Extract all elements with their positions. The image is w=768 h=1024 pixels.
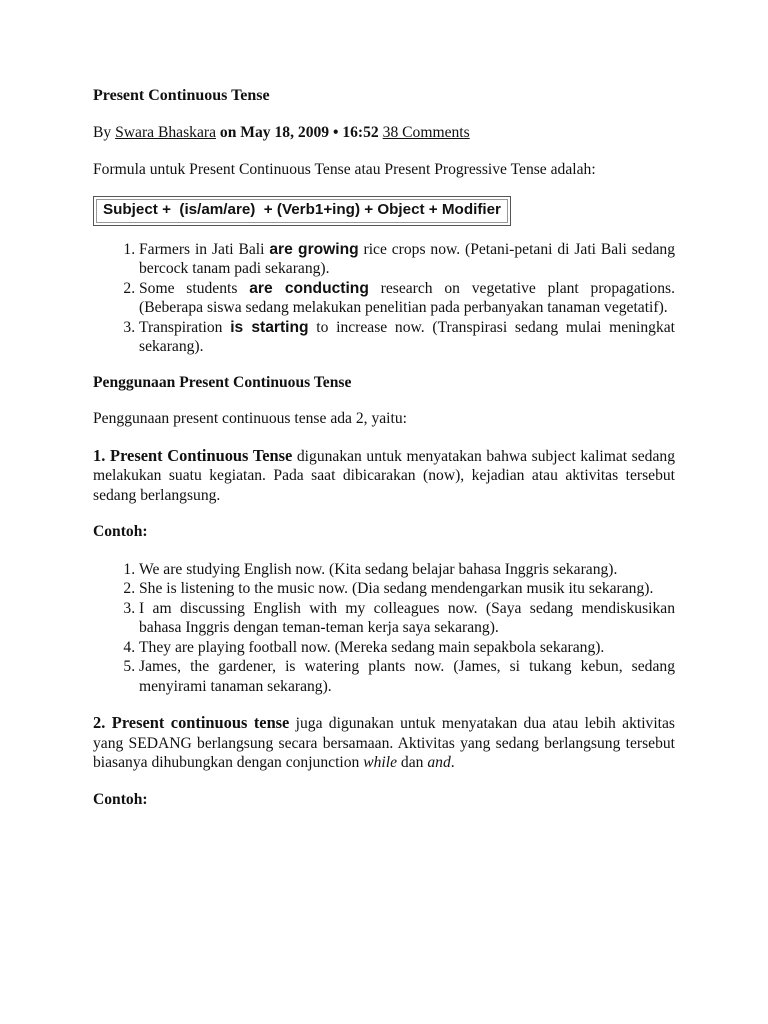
usage-heading: Penggunaan Present Continuous Tense xyxy=(93,373,352,391)
byline-date: May 18, 2009 • 16:52 xyxy=(240,124,379,141)
list-item: 2. Some students are conducting research on vegetative plant propagations. (Beberapa siswa sedang melakukan penelitian pada perbanyakan tanaman vegetatif). xyxy=(139,279,675,318)
list-item: 2. She is listening to the music now. (Dia sedang mendengarkan musik itu sekarang). xyxy=(139,579,675,599)
list-item: 1. We are studying English now. (Kita sedang belajar bahasa Inggris sekarang). xyxy=(139,560,675,580)
document-page xyxy=(93,86,675,809)
list-item: 3. I am discussing English with my colleagues now. (Saya sedang mendiskusikan bahasa Inggris dengan teman-teman kerja saya sekarang). xyxy=(139,599,675,638)
examples-list-1 xyxy=(93,240,675,357)
byline-by: By xyxy=(93,124,112,141)
byline-on: on xyxy=(219,124,237,141)
contoh-label-2: Contoh: xyxy=(93,790,148,808)
formula-box xyxy=(93,196,511,226)
intro-paragraph: Formula untuk Present Continuous Tense atau Present Progressive Tense adalah: xyxy=(93,161,596,178)
byline xyxy=(93,123,675,143)
list-item: 3. Transpiration is starting to increase now. (Transpirasi sedang mulai meningkat sekarang). xyxy=(139,318,675,357)
author-link[interactable]: Swara Bhaskara xyxy=(115,124,216,141)
list-item: 5. James, the gardener, is watering plants now. (James, si tukang kebun, sedang menyirami tanaman sekarang). xyxy=(139,657,675,696)
contoh-label: Contoh: xyxy=(93,523,148,540)
usage-2-paragraph: 2. Present continuous tense juga digunakan untuk menyatakan dua atau lebih aktivitas yang SEDANG berlangsung secara bersamaan. Aktivitas yang sedang berlangsung tersebut biasanya dihubungkan dengan conjunction while dan and. xyxy=(93,713,675,771)
examples-list-2 xyxy=(93,560,675,697)
list-item: 1. Farmers in Jati Bali are growing rice crops now. (Petani-petani di Jati Bali sedang bercock tanam padi sekarang). xyxy=(139,240,675,279)
page-title: Present Continuous Tense xyxy=(93,87,270,104)
formula-text: Subject + (is/am/are) + (Verb1+ing) + Object + Modifier xyxy=(96,199,508,223)
list-item: 4. They are playing football now. (Mereka sedang main sepakbola sekarang). xyxy=(139,638,675,658)
comments-link[interactable]: 38 Comments xyxy=(382,124,470,141)
usage-1-paragraph: 1. Present Continuous Tense digunakan untuk menyatakan bahwa subject kalimat sedang melakukan suatu kegiatan. Pada saat dibicarakan (now), kejadian atau aktivitas tersebut sedang berlangsung. xyxy=(93,445,675,504)
usage-intro: Penggunaan present continuous tense ada 2, yaitu: xyxy=(93,410,407,427)
